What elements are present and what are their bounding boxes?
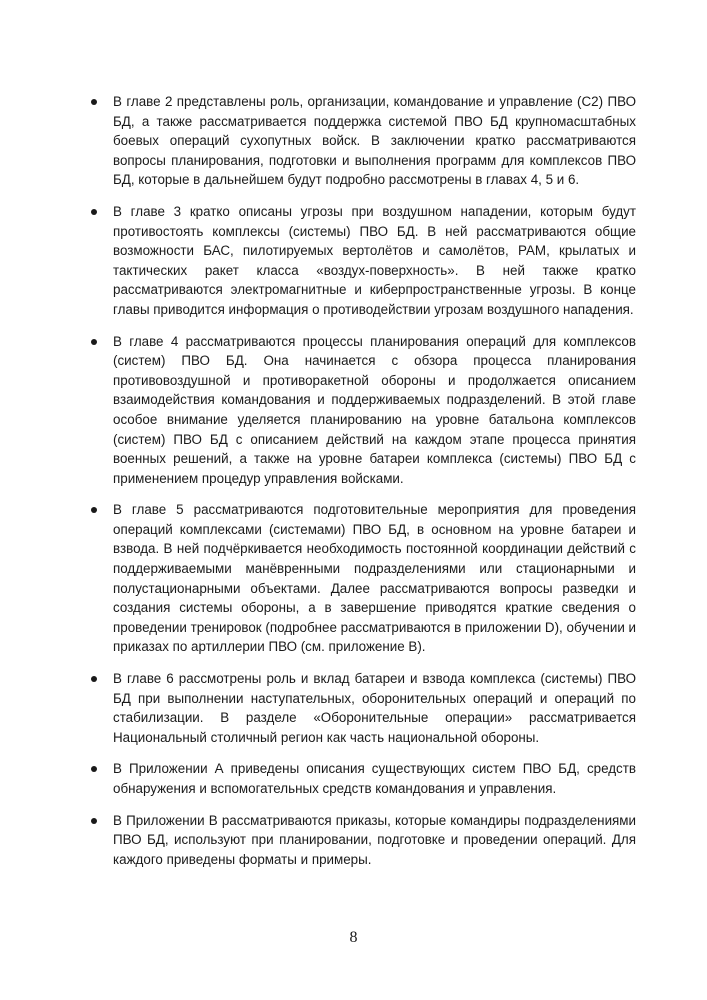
page-number: 8	[349, 929, 358, 946]
bullet-icon	[91, 209, 97, 215]
paragraph-text: В главе 2 представлены роль, организации, командование и управление (С2) ПВО БД, а также рассматривается поддержка системой ПВО БД крупномасштабных боевых операций сухопутных войск. В заключении кратко рассматриваются вопросы планирования, подготовки и выполнения программ для комплексов ПВО БД, которые в дальнейшем будут подробно рассмотрены в главах 4, 5 и 6.	[113, 94, 636, 188]
list-item	[88, 669, 636, 747]
bullet-icon	[91, 766, 97, 772]
paragraph-text: В Приложении В рассматриваются приказы, которые командиры подразделениями ПВО БД, используют при планировании, подготовке и проведении операций. Для каждого приведены форматы и примеры.	[113, 812, 636, 867]
bullet-icon	[91, 818, 97, 824]
bullet-icon	[91, 507, 97, 513]
paragraph-text: В главе 4 рассматриваются процессы планирования операций для комплексов (систем) ПВО БД. Она начинается с обзора процесса планирования противовоздушной и противоракетной обороны и продолжается описанием взаимодействия командования и поддерживаемых подразделений. В этой главе особое внимание уделяется планированию на уровне батальона комплексов (систем) ПВО БД с описанием действий на каждом этапе процесса принятия военных решений, а также на уровне батареи комплекса (системы) ПВО БД с применением процедур управления войсками.	[113, 333, 636, 486]
list-item	[88, 332, 636, 489]
bullet-icon	[91, 676, 97, 682]
paragraph-text: В главе 5 рассматриваются подготовительные мероприятия для проведения операций комплексами (системами) ПВО БД, в основном на уровне батареи и взвода. В ней подчёркивается необходимость постоянной координации действий с поддерживаемыми манёвренными подразделениями или стационарными и полустационарными объектами. Далее рассматриваются вопросы разведки и создания системы обороны, а в завершение приводятся краткие сведения о проведении тренировок (подробнее рассматриваются в приложении D), обучении и приказах по артиллерии ПВО (см. приложение В).	[113, 502, 636, 655]
list-item	[88, 759, 636, 798]
document-body	[88, 92, 636, 881]
paragraph-text: В главе 3 кратко описаны угрозы при воздушном нападении, которым будут противостоять комплексы (системы) ПВО БД. В ней рассматриваются общие возможности БАС, пилотируемых вертолётов и самолётов, РАМ, крылатых и тактических ракет класса «воздух-поверхность». В ней также кратко рассматриваются электромагнитные и киберпространственные угрозы. В конце главы приводится информация о противодействии угрозам воздушного нападения.	[113, 203, 636, 317]
paragraph-text: В Приложении А приведены описания существующих систем ПВО БД, средств обнаружения и вспомогательных средств командования и управления.	[113, 761, 636, 796]
list-item	[88, 92, 636, 190]
list-item	[88, 202, 636, 320]
bullet-list	[88, 92, 636, 869]
bullet-icon	[91, 339, 97, 345]
bullet-icon	[91, 99, 97, 105]
paragraph-text: В главе 6 рассмотрены роль и вклад батареи и взвода комплекса (системы) ПВО БД при выполнении наступательных, оборонительных операций и операций по стабилизации. В разделе «Оборонительные операции» рассматривается Национальный столичный регион как часть национальной обороны.	[113, 671, 636, 745]
list-item	[88, 500, 636, 657]
list-item	[88, 811, 636, 870]
